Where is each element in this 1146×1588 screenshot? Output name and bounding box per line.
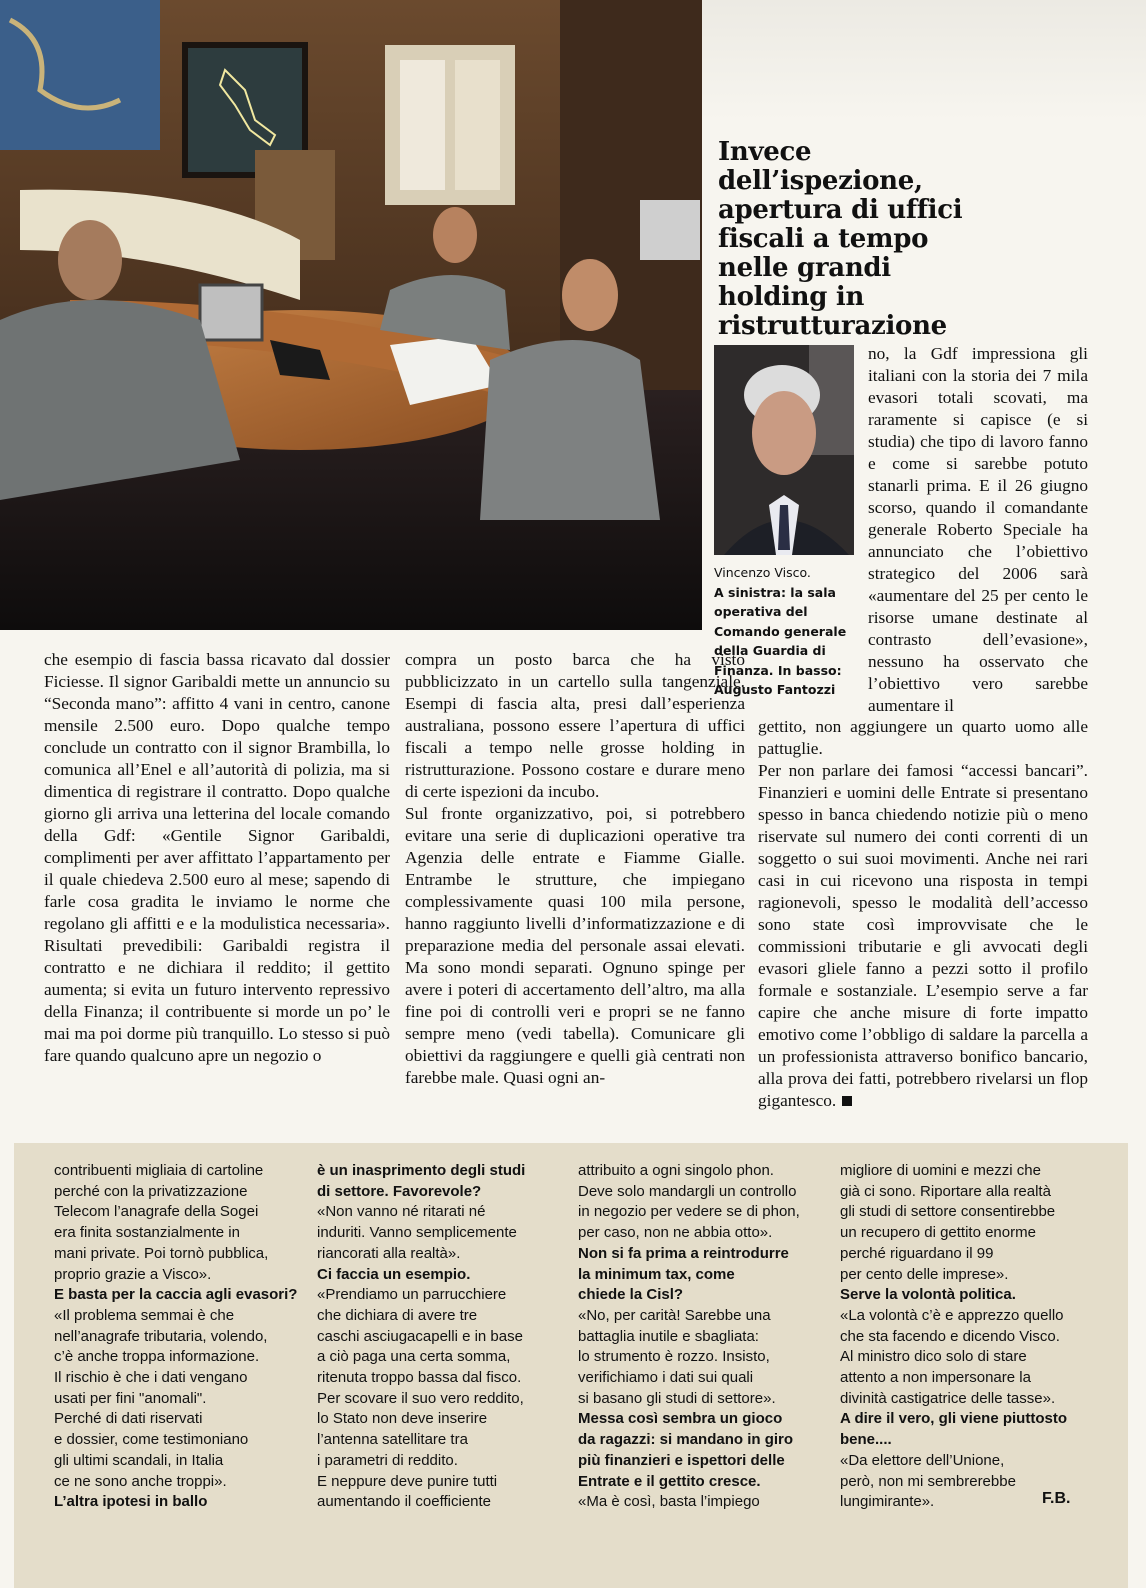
interview-question-line: di settore. Favorevole? [317, 1182, 482, 1200]
interview-column-1 [54, 1161, 304, 1513]
interview-answer-line: aumentando il coefficiente [317, 1493, 492, 1511]
paragraph-text: Per non parlare dei famosi “accessi bancari”. Finanzieri e uomini delle Entrate si presentano spesso in banca chiedendo notizie più o meno riservate sul numero dei conti correnti di un soggetto o sui suoi movimenti. Anche nei rari casi in cui ricevono una risposta in tempi ragionevoli, spesso le modalità dell’accesso sono state così improvvisate che le commissioni tributarie e gli avvocati degli evasori gliele fanno a pezzi sotto il profilo formale e sostanziale. L’esempio serve a far capire che anche misure di forte impatto emotivo come l’obbligo di saldare la parcella a un professionista attraverso bonifico bancario, alla prova dei fatti, potrebbero rivelarsi un flop gigantesco. [758, 761, 1088, 1110]
interview-answer-line: E neppure deve punire tutti [317, 1472, 498, 1490]
interview-answer-line: lo strumento è rozzo. Insisto, [578, 1348, 770, 1366]
interview-question-line: la minimum tax, come [578, 1265, 735, 1283]
interview-answer-line: attribuito a ogni singolo phon. [578, 1162, 774, 1179]
interview-answer-line: a ciò paga una certa somma, [317, 1348, 511, 1366]
interview-answer-line: c’è anche troppa informazione. [54, 1348, 260, 1366]
interview-answer-line: i parametri di reddito. [317, 1451, 458, 1469]
page-edge [702, 0, 1146, 120]
caption-line: Finanza. In basso: [714, 662, 842, 678]
interview-answer-line: mani private. Poi tornò pubblica, [54, 1244, 269, 1262]
interview-answer-line: «La volontà c’è e apprezzo quello [840, 1306, 1064, 1324]
author-signature: F.B. [1042, 1490, 1071, 1507]
interview-answer-line: Per scovare il suo vero reddito, [317, 1389, 524, 1407]
interview-answer-line: era finita sostanzialmente in [54, 1224, 240, 1242]
interview-answer-line: «Ma è così, basta l’impiego [578, 1493, 760, 1511]
interview-question-line: A dire il vero, gli viene piuttosto [840, 1410, 1067, 1428]
caption-line: Vincenzo Visco. [714, 565, 811, 580]
interview-question-line: bene.... [840, 1431, 892, 1449]
interview-answer-line: «Non vanno né ritarati né [317, 1203, 486, 1221]
caption-line: Augusto Fantozzi [714, 682, 836, 697]
interview-question-line: più finanzieri e ispettori delle [578, 1451, 785, 1469]
interview-column-3 [578, 1161, 828, 1513]
interview-answer-line: gli studi di settore consentirebbe [840, 1203, 1056, 1221]
paragraph: compra un posto barca che ha visto pubblicizzato in un cartello sulla tangenziale. Esempi di fascia alta, presi dall’esperienza australiana, possono essere l’apertura di uffici fiscali a tempo nelle grosse holding in ristrutturazione. Possono costare e durare meno di certe ispezioni da incubo. [405, 650, 745, 801]
caption-line: Comando generale [714, 623, 847, 639]
interview-question-line: chiede la Cisl? [578, 1286, 684, 1304]
end-mark-icon [842, 1096, 852, 1106]
interview-question-line: Entrate e il gettito cresce. [578, 1472, 761, 1490]
caption-line: della Guardia di [714, 643, 826, 658]
interview-answer-line: ritenuta troppo bassa dal fisco. [317, 1369, 522, 1387]
interview-answer-line: «No, per carità! Sarebbe una [578, 1306, 771, 1324]
interview-answer-line: Al ministro dico solo di stare [840, 1348, 1027, 1366]
interview-answer-line: perché riguardano il 99 [840, 1244, 994, 1262]
interview-answer-line: riancorati alla realtà». [317, 1244, 461, 1262]
interview-answer-line: «Prendiamo un parrucchiere [317, 1286, 507, 1304]
interview-answer-line: lungimirante». [840, 1493, 935, 1511]
interview-answer-line: un recupero di gettito enorme [840, 1224, 1036, 1242]
interview-question-line: Messa così sembra un gioco [578, 1410, 783, 1428]
interview-answer-line: l’antenna satellitare tra [317, 1431, 468, 1449]
interview-answer-line: caschi asciugacapelli e in base [317, 1327, 523, 1345]
interview-answer-line: migliore di uomini e mezzi che [840, 1162, 1041, 1179]
interview-column-4 [840, 1161, 1090, 1513]
caption-line: operativa del [714, 604, 808, 619]
interview-answer-line: gli ultimi scandali, in Italia [54, 1451, 224, 1469]
interview-answer-line: Telecom l’anagrafe della Sogei [54, 1203, 259, 1221]
article-column-1 [44, 649, 390, 1067]
interview-answer-line: Il rischio è che i dati vengano [54, 1369, 248, 1387]
paragraph: Sul fronte organizzativo, poi, si potrebbero evitare una serie di duplicazioni operative tra Agenzia delle entrate e Fiamme Gialle. Entrambe le strutture, che impiegano complessivamente quasi 100 mila persone, hanno raggiunto livelli d’informatizzazione e di preparazione media del personale assai elevati. Ma sono mondi separati. Ognuno spinge per avere i poteri di accertamento dell’altro, ma alla fine poi di controlli veri e propri se ne fanno sempre meno (vedi tabella). Comunicare gli obiettivi da raggiungere e quelli già centrati non farebbe male. Quasi ogni an- [405, 804, 745, 1087]
interview-answer-line: perché con la privatizzazione [54, 1182, 248, 1200]
interview-question-line: è un inasprimento degli studi [317, 1162, 526, 1179]
interview-question-line: da ragazzi: si mandano in giro [578, 1431, 794, 1449]
interview-answer-line: che dichiara di avere tre [317, 1306, 478, 1324]
interview-answer-line: già ci sono. Riportare alla realtà [840, 1182, 1051, 1200]
interview-answer-line: per cento delle imprese». [840, 1265, 1009, 1283]
article-column-2 [405, 649, 745, 1089]
headline-line: holding in [718, 282, 865, 312]
interview-column-2 [317, 1161, 567, 1513]
paragraph: che esempio di fascia bassa ricavato dal dossier Ficiesse. Il signor Garibaldi mette un annuncio su “Seconda mano”: affitto 4 vani in centro, canone mensile 2.500 euro. Dopo qualche tempo conclude un contratto con il signor Brambilla, lo comunica all’Enel e all’autorità di polizia, ma si dimentica di registrare il contratto. Dopo qualche giorno gli arriva una letterina del locale comando della Gdf: «Gentile Signor Garibaldi, complimenti per aver affittato l’appartamento per il quale chiedeva 2.500 euro al mese; sapendo di farle cosa gradita le inviamo le norme che regolano gli affitti e e la modulistica necessaria». Risultati prevedibili: Garibaldi registra il contratto e ne dichiara il reddito; il gettito aumenta; si evita un futuro intervento repressivo della Finanza; il contribuente si morde un po’ le mai ma poi dorme più tranquillo. Lo stesso si può fare quando qualcuno apre un negozio o [44, 650, 390, 1065]
article-headline [718, 138, 1128, 341]
interview-question-line: E basta per la caccia agli evasori? [54, 1286, 298, 1304]
interview-answer-line: «Il problema semmai è che [54, 1306, 235, 1324]
interview-answer-line: in negozio per vedere se di phon, [578, 1203, 800, 1221]
interview-question-line: L’altra ipotesi in ballo [54, 1493, 208, 1511]
headline-line: fiscali a tempo [718, 224, 929, 254]
interview-answer-line: Perché di dati riservati [54, 1410, 203, 1428]
paragraph: no, la Gdf impressiona gli italiani con la storia dei 7 mila evasori totali scovati, ma raramente si capisce (e si studia) che tipo di lavoro fanno e come si sarebbe potuto stanarli prima. E il 26 giugno scorso, quando il comandante generale Roberto Speciale ha annunciato che l’obiettivo strategico del 2006 sarà «aumentare del 25 per cento le risorse umane destinate al contrasto dell’evasione», nessuno ha osservato che l’obiettivo vero sarebbe aumentare il [868, 344, 1088, 715]
interview-answer-line: verifichiamo i dati sui quali [578, 1369, 754, 1387]
interview-answer-line: nell’anagrafe tributaria, volendo, [54, 1327, 268, 1345]
headline-line: apertura di uffici [718, 195, 963, 225]
interview-answer-line: contribuenti migliaia di cartoline [54, 1162, 264, 1179]
interview-answer-line: e dossier, come testimoniano [54, 1431, 249, 1449]
headline-line: ristrutturazione [718, 311, 947, 341]
interview-answer-line: però, non mi sembrerebbe [840, 1472, 1016, 1490]
article-column-right-lower [758, 716, 1088, 1112]
interview-answer-line: proprio grazie a Visco». [54, 1265, 212, 1283]
article-column-right-upper [868, 343, 1088, 717]
interview-answer-line: battaglia inutile e sbagliata: [578, 1327, 759, 1345]
headline-line: Invece [718, 137, 812, 167]
interview-question-line: Serve la volontà politica. [840, 1286, 1016, 1304]
headline-line: nelle grandi [718, 253, 891, 283]
interview-answer-line: che sta facendo e dicendo Visco. [840, 1327, 1060, 1345]
caption-line: A sinistra: la sala [714, 584, 836, 600]
interview-answer-line: usati per fini "anomali". [54, 1389, 207, 1407]
interview-answer-line: Deve solo mandargli un controllo [578, 1182, 797, 1200]
interview-answer-line: lo Stato non deve inserire [317, 1410, 488, 1428]
interview-answer-line: «Da elettore dell’Unione, [840, 1451, 1005, 1469]
interview-question-line: Non si fa prima a reintrodurre [578, 1244, 789, 1262]
operations-room-photo [0, 0, 702, 630]
interview-answer-line: si basano gli studi di settore». [578, 1389, 776, 1407]
interview-answer-line: divinità castigatrice delle tasse». [840, 1389, 1056, 1407]
interview-answer-line: per caso, non ne abbia otto». [578, 1224, 773, 1242]
interview-answer-line: induriti. Vanno semplicemente [317, 1224, 517, 1242]
paragraph [758, 760, 1088, 1112]
portrait-photo [714, 345, 854, 555]
interview-answer-line: attento a non impersonare la [840, 1369, 1031, 1387]
paragraph: gettito, non aggiungere un quarto uomo alle pattuglie. [758, 717, 1088, 758]
interview-answer-line: ce ne sono anche troppi». [54, 1472, 227, 1490]
interview-question-line: Ci faccia un esempio. [317, 1265, 471, 1283]
headline-line: dell’ispezione, [718, 166, 923, 196]
